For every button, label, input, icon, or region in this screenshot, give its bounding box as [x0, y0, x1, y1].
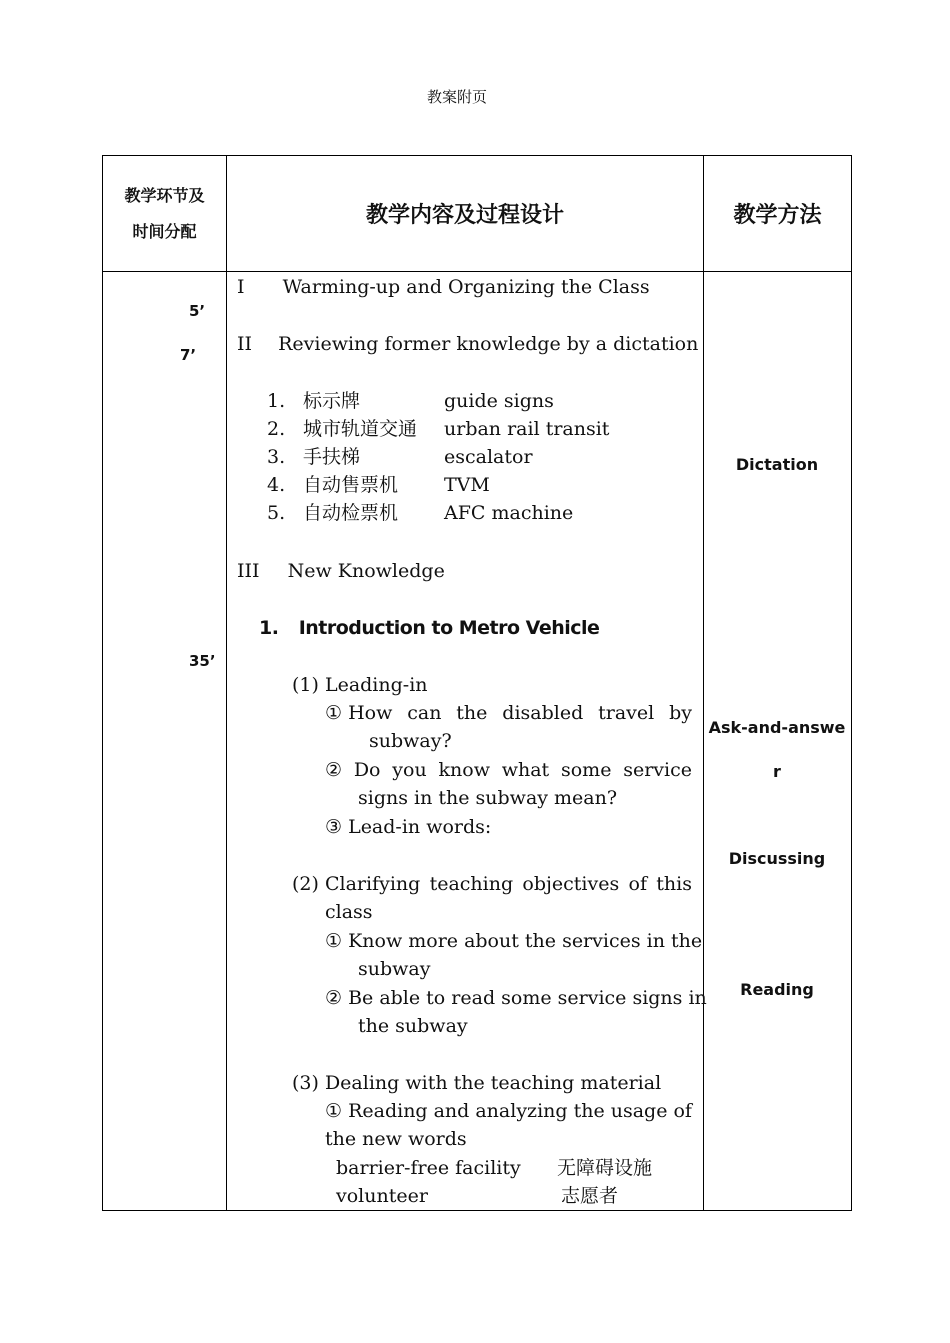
method-dictation: Dictation	[735, 455, 819, 474]
m1-word: and	[433, 1100, 470, 1122]
header-method: 教学方法	[704, 156, 852, 272]
vocab-en: barrier-free facility	[336, 1157, 521, 1179]
section-warmup-text: Warming-up and Organizing the Class	[282, 276, 650, 298]
m1-word: usage	[610, 1100, 668, 1122]
dictation-en: guide signs	[444, 390, 554, 412]
time-column	[103, 272, 227, 1211]
dictation-num: 1.	[267, 390, 286, 412]
q1-word: disabled	[502, 702, 584, 724]
obj-word: (2) Clarifying	[292, 873, 421, 895]
q2-word: ②	[325, 759, 343, 781]
header-stage-time-line2: 时间分配	[132, 221, 197, 241]
q2-word: Do	[353, 759, 381, 781]
section-review	[237, 330, 698, 358]
time-review: 7’	[180, 346, 197, 364]
content-column	[227, 272, 707, 1211]
method-discussing: Discussing	[728, 849, 826, 868]
dictation-en: escalator	[444, 446, 533, 468]
objective-1-cont: subway	[358, 958, 431, 980]
leading-in-q2	[325, 756, 692, 784]
method-reading: Reading	[740, 980, 814, 999]
q2-word: service	[623, 759, 692, 781]
m1-word: analyzing	[475, 1100, 568, 1122]
leading-in-q3: ③ Lead-in words:	[325, 816, 492, 838]
section-warmup	[237, 273, 650, 301]
q2-word: know	[438, 759, 490, 781]
q2-word: you	[392, 759, 427, 781]
material-m1-cont: the new words	[325, 1128, 467, 1150]
objective-2-cont: the subway	[358, 1015, 468, 1037]
objectives-label	[292, 870, 692, 898]
leading-in-q1-cont: subway?	[369, 730, 452, 752]
time-warmup: 5’	[189, 302, 206, 320]
material-m1	[325, 1097, 692, 1125]
vocab-cn: 志愿者	[561, 1185, 619, 1207]
dictation-en: TVM	[444, 474, 490, 496]
dictation-num: 4.	[267, 474, 286, 496]
dictation-en: urban rail transit	[444, 418, 610, 440]
section-review-num: II	[237, 333, 253, 355]
lesson-plan-table	[102, 155, 852, 1211]
dictation-num: 5.	[267, 502, 286, 524]
intro-heading	[259, 614, 599, 642]
obj-word: of	[628, 873, 648, 895]
section-review-text: Reviewing former knowledge by a dictation	[278, 333, 699, 355]
leading-in-q2-cont: signs in the subway mean?	[358, 787, 618, 809]
page-title: 教案附页	[426, 88, 487, 106]
dictation-cn: 手扶梯	[303, 446, 361, 468]
dictation-cn: 自动检票机	[303, 502, 399, 524]
method-ask-answer-line2: r	[773, 762, 781, 781]
objective-2: ② Be able to read some service signs in	[325, 987, 707, 1009]
dictation-cn: 标示牌	[303, 390, 361, 412]
obj-word: this	[656, 873, 692, 895]
m1-word: ① Reading	[325, 1100, 428, 1122]
material-label: (3) Dealing with the teaching material	[292, 1072, 662, 1094]
method-column	[704, 272, 852, 1211]
obj-word: teaching	[429, 873, 514, 895]
intro-num: 1.	[259, 617, 279, 639]
section-new-knowledge-text: New Knowledge	[287, 560, 445, 582]
section-warmup-num: I	[237, 276, 245, 298]
header-row	[103, 156, 852, 272]
q1-word: by	[669, 702, 692, 724]
header-stage-time-line1: 教学环节及	[124, 185, 205, 205]
time-new-knowledge: 35’	[189, 652, 216, 670]
content-row	[103, 272, 852, 1211]
dictation-cn: 城市轨道交通	[303, 418, 418, 440]
q2-word: some	[560, 759, 612, 781]
vocab-en: volunteer	[336, 1185, 428, 1207]
m1-word: the	[573, 1100, 605, 1122]
vocab-list	[336, 1154, 697, 1210]
method-ask-answer-line1: Ask-and-answe	[708, 718, 846, 737]
dictation-en: AFC machine	[444, 502, 574, 524]
dictation-num: 3.	[267, 446, 286, 468]
q1-word: can	[407, 702, 442, 724]
dictation-num: 2.	[267, 418, 286, 440]
leading-in-q1	[325, 699, 692, 727]
header-stage-time	[103, 156, 227, 272]
q1-word: the	[456, 702, 488, 724]
obj-word: objectives	[522, 873, 620, 895]
dictation-cn: 自动售票机	[303, 474, 399, 496]
m1-word: of	[673, 1100, 692, 1122]
q1-word: travel	[598, 702, 655, 724]
dictation-list	[267, 387, 644, 527]
q1-word: ① How	[325, 702, 393, 724]
intro-title: Introduction to Metro Vehicle	[298, 617, 600, 639]
vocab-cn: 无障碍设施	[557, 1157, 653, 1179]
section-new-knowledge-num: III	[237, 560, 260, 582]
header-content: 教学内容及过程设计	[227, 156, 704, 272]
objectives-label-cont: class	[325, 901, 373, 923]
q2-word: what	[501, 759, 550, 781]
leading-in-label: (1) Leading-in	[292, 674, 428, 696]
objective-1: ① Know more about the services in the	[325, 930, 703, 952]
section-new-knowledge	[237, 557, 445, 585]
